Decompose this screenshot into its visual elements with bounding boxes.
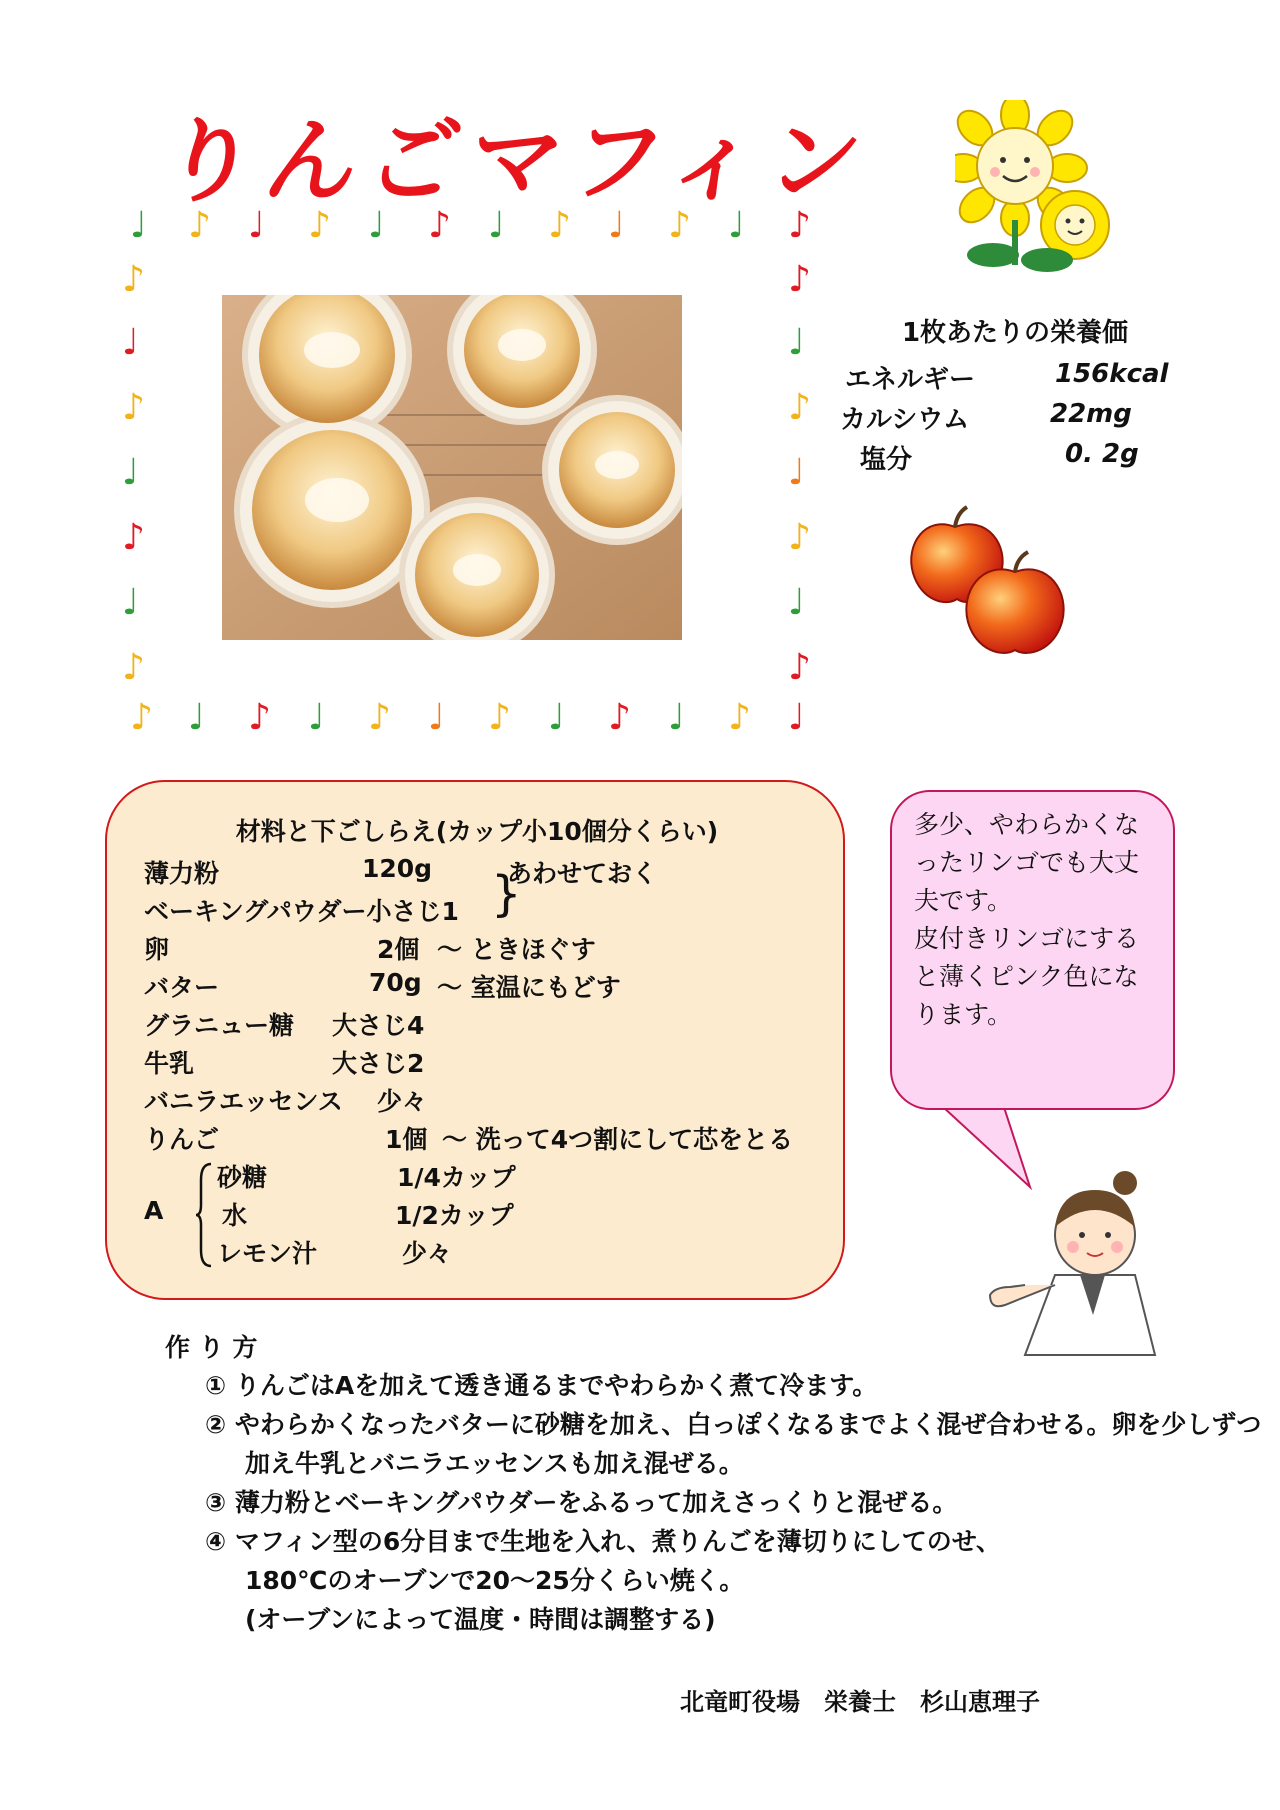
brace-icon: } <box>491 866 522 922</box>
nutrition-value: 22mg <box>1050 399 1132 429</box>
nutrition-value: 0. 2g <box>1065 439 1139 469</box>
ingredient-name: りんご <box>144 1125 220 1154</box>
music-note-icon: ♪ <box>188 205 211 246</box>
ingredient-name: 薄力粉 <box>144 859 220 888</box>
ingredient-amount: 大さじ4 <box>332 1011 425 1040</box>
method-step: ① りんごはAを加えて透き通るまでやわらかく煮て冷ます。 <box>205 1371 878 1400</box>
ingredient-name: バター <box>144 973 220 1002</box>
music-note-icon: ♪ <box>122 387 145 428</box>
ingredient-amount: 120g <box>362 854 433 883</box>
music-note-icon: ♪ <box>788 647 811 688</box>
ingredient-amount: 2個 <box>377 935 420 964</box>
music-note-icon: ♩ <box>788 697 805 738</box>
ingredient-note: ～ 洗って4つ割にして芯をとる <box>442 1125 794 1154</box>
music-note-icon: ♩ <box>248 205 265 246</box>
music-note-icon: ♪ <box>788 259 811 300</box>
music-note-icon: ♩ <box>122 452 139 493</box>
nutrition-title: 1枚あたりの栄養価 <box>901 318 1129 348</box>
nutrition-value: 156kcal <box>1055 359 1169 389</box>
music-note-icon: ♪ <box>788 517 811 558</box>
tip-text: 多少、やわらかくなったリンゴでも大丈夫です。 皮付きリンゴにすると薄くピンク色になります。 <box>914 810 1140 1029</box>
ingredient-name: バニラエッセンス <box>144 1087 343 1116</box>
music-note-icon: ♪ <box>130 697 153 738</box>
sunflower-illustration <box>955 100 1130 280</box>
method-step: ③ 薄力粉とベーキングパウダーをふるって加えさっくりと混ぜる。 <box>205 1488 958 1517</box>
method-step: ② やわらかくなったバターに砂糖を加え、白っぽくなるまでよく混ぜ合わせる。卵を少しずつ <box>205 1410 1262 1439</box>
ingredient-name: ベーキングパウダー小さじ1 <box>144 897 459 926</box>
ingredient-name: レモン汁 <box>217 1239 318 1268</box>
music-note-icon: ♪ <box>788 387 811 428</box>
music-note-icon: ♪ <box>788 205 811 246</box>
nutrition-label: カルシウム <box>840 405 970 435</box>
ingredient-name: 砂糖 <box>217 1163 268 1192</box>
music-note-icon: ♩ <box>188 697 205 738</box>
apples-illustration <box>905 505 1085 670</box>
music-note-icon: ♩ <box>308 697 325 738</box>
music-note-icon: ♩ <box>122 582 139 623</box>
nutrition-row <box>845 359 1205 399</box>
ingredient-note: ～ ときほぐす <box>437 935 596 964</box>
ingredient-name: グラニュー糖 <box>144 1011 295 1040</box>
group-a-label: A <box>144 1196 164 1225</box>
music-note-icon: ♪ <box>728 697 751 738</box>
page-title: りんごマフィン <box>156 108 879 215</box>
ingredient-note: あわせておく <box>507 859 658 888</box>
nutrition-panel <box>840 312 1205 479</box>
ingredient-amount: 70g <box>369 968 422 997</box>
author-credit: 北竜町役場 栄養士 杉山恵理子 <box>680 1688 1040 1716</box>
muffin-photo <box>222 295 682 640</box>
music-note-icon: ♪ <box>488 697 511 738</box>
ingredient-amount: 1個 <box>385 1125 428 1154</box>
ingredient-amount: 少々 <box>402 1239 453 1268</box>
ingredient-amount: 大さじ2 <box>332 1049 425 1078</box>
method-title: 作 り 方 <box>165 1333 258 1362</box>
music-note-icon: ♪ <box>428 205 451 246</box>
music-note-icon: ♩ <box>788 452 805 493</box>
method-step: ④ マフィン型の6分目まで生地を入れ、煮りんごを薄切りにしてのせ、 <box>205 1527 1002 1556</box>
nutrition-label: 塩分 <box>860 445 913 475</box>
music-note-icon: ♪ <box>608 697 631 738</box>
method-step: 180℃のオーブンで20～25分くらい焼く。 <box>245 1566 745 1595</box>
nutrition-row <box>845 439 1205 479</box>
ingredients-box <box>105 780 845 1300</box>
music-note-icon: ♩ <box>788 322 805 363</box>
music-note-icon: ♩ <box>668 697 685 738</box>
music-note-icon: ♩ <box>130 205 147 246</box>
music-note-icon: ♩ <box>788 582 805 623</box>
music-note-icon: ♩ <box>368 205 385 246</box>
ingredient-note: ～ 室温にもどす <box>437 973 621 1002</box>
ingredients-title: 材料と下ごしらえ(カップ小10個分くらい) <box>235 817 719 846</box>
music-note-icon: ♪ <box>368 697 391 738</box>
ingredient-name: 牛乳 <box>144 1049 195 1078</box>
music-note-icon: ♪ <box>122 517 145 558</box>
music-note-icon: ♪ <box>248 697 271 738</box>
music-note-icon: ♩ <box>608 205 625 246</box>
ingredient-name: 水 <box>222 1201 248 1230</box>
tip-bubble <box>890 790 1175 1110</box>
ingredient-name: 卵 <box>144 935 170 964</box>
music-note-icon: ♩ <box>728 205 745 246</box>
ingredient-amount: 1/4カップ <box>397 1163 516 1192</box>
nutrition-label: エネルギー <box>845 365 976 395</box>
music-note-icon: ♩ <box>548 697 565 738</box>
ingredient-amount: 少々 <box>377 1087 428 1116</box>
music-note-icon: ♪ <box>668 205 691 246</box>
music-note-icon: ♪ <box>548 205 571 246</box>
music-note-icon: ♩ <box>428 697 445 738</box>
nutritionist-illustration <box>985 1165 1170 1360</box>
ingredient-amount: 1/2カップ <box>395 1201 514 1230</box>
nutrition-row <box>840 399 1205 439</box>
music-note-icon: ♪ <box>122 259 145 300</box>
music-note-icon: ♪ <box>122 647 145 688</box>
music-note-icon: ♪ <box>308 205 331 246</box>
music-note-icon: ♩ <box>122 322 139 363</box>
method-step: (オーブンによって温度・時間は調整する) <box>245 1605 716 1634</box>
music-note-icon: ♩ <box>488 205 505 246</box>
brace-icon <box>195 1160 215 1270</box>
method-step: 加え牛乳とバニラエッセンスも加え混ぜる。 <box>245 1449 744 1478</box>
